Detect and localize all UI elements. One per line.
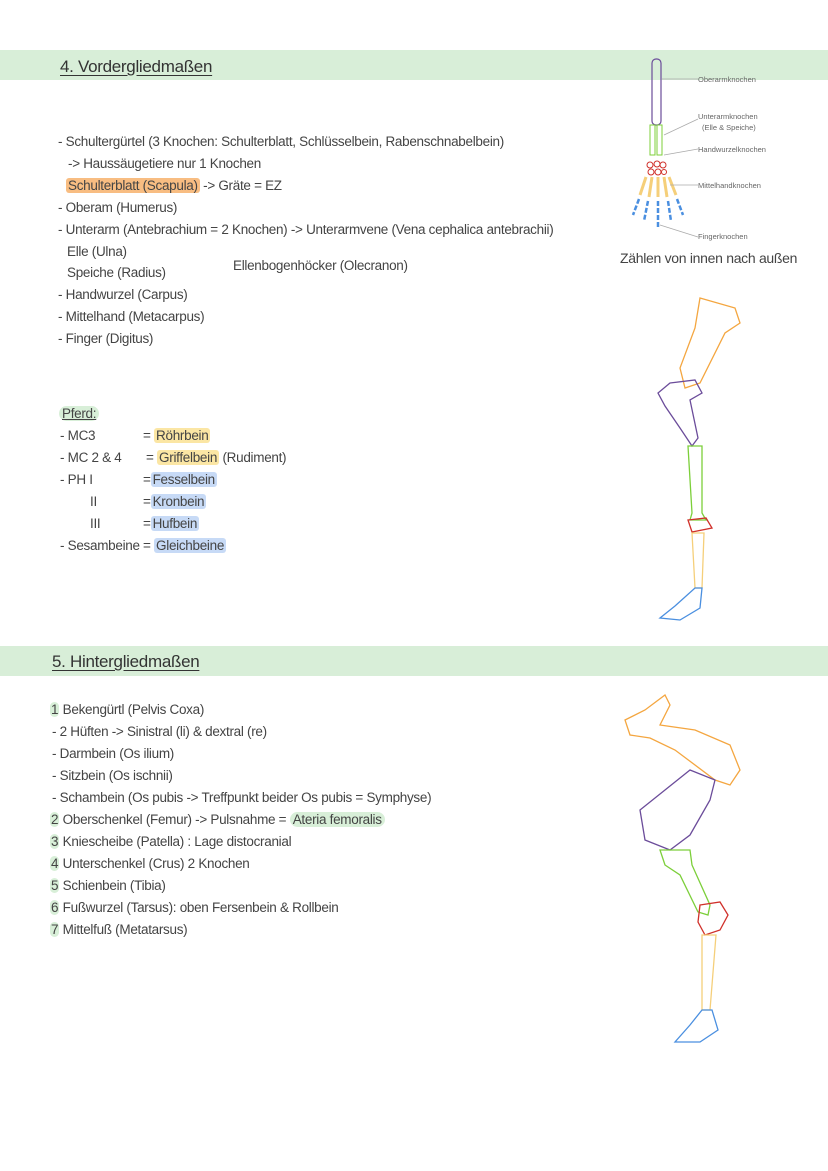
note-line: 6 Fußwurzel (Tarsus): oben Fersenbein & Rollbein [51, 900, 339, 915]
diagram-label: (Elle & Speiche) [702, 123, 756, 132]
note-line: - Handwurzel (Carpus) [58, 287, 188, 302]
diagram-caption: Zählen von innen nach außen [620, 250, 798, 266]
note-line: - Schambein (Os pubis -> Treffpunkt beider Os pubis = Symphyse) [52, 790, 432, 805]
note-line: - 2 Hüften -> Sinistral (li) & dextral (re) [52, 724, 267, 739]
note-line: - Mittelhand (Metacarpus) [58, 309, 205, 324]
note-line: - Darmbein (Os ilium) [52, 746, 174, 761]
horse-row-left: II [90, 494, 97, 509]
horse-row-right: = Fesselbein [143, 472, 215, 487]
section-title: 5. Hintergliedmaßen [52, 652, 200, 671]
horse-hindlimb-drawing [620, 690, 750, 1050]
horse-row-left: - Sesambeine [60, 538, 140, 553]
horse-row-right: = Griffelbein (Rudiment) [146, 450, 287, 465]
horse-row-left: III [90, 516, 101, 531]
note-line [66, 178, 282, 193]
horse-row-left: - MC3 [60, 428, 96, 443]
note-line: - Oberam (Humerus) [58, 200, 178, 215]
note-line: 1 Bekengürtl (Pelvis Coxa) [51, 702, 205, 717]
note-line: - Schultergürtel (3 Knochen: Schulterblatt, Schlüsselbein, Rabenschnabelbein) [58, 134, 504, 149]
horse-row-left: - PH I [60, 472, 93, 487]
highlight-scapula: Schulterblatt (Scapula) [68, 178, 198, 193]
note-line: 4 Unterschenkel (Crus) 2 Knochen [51, 856, 250, 871]
note-line: - Sitzbein (Os ischnii) [52, 768, 173, 783]
diagram-label: Handwurzelknochen [698, 145, 766, 154]
section-title: 4. Vordergliedmaßen [60, 57, 213, 76]
note-line: - Finger (Digitus) [58, 331, 154, 346]
diagram-label: Unterarmknochen [698, 112, 758, 121]
note-line: 2 Oberschenkel (Femur) -> Pulsnahme = Ateria femoralis [50, 812, 385, 827]
horse-row-right: = Gleichbeine [143, 538, 225, 553]
horse-forelimb-drawing [640, 288, 750, 628]
diagram-label: Fingerknochen [698, 232, 748, 241]
note-line: 5 Schienbein (Tibia) [51, 878, 166, 893]
note-line: Ellenbogenhöcker (Olecranon) [233, 258, 408, 273]
note-text: -> Gräte = EZ [203, 178, 282, 193]
horse-row-right: = Hufbein [143, 516, 198, 531]
diagram-label: Mittelhandknochen [698, 181, 761, 190]
horse-heading-text: Pferd: [59, 406, 99, 421]
note-line: Elle (Ulna) [67, 244, 127, 259]
note-line: - Unterarm (Antebrachium = 2 Knochen) -> Unterarmvene (Vena cephalica antebrachii) [58, 222, 554, 237]
forelimb-schematic [620, 55, 710, 245]
horse-row-right: = Kronbein [143, 494, 205, 509]
highlight-femoral-artery: Ateria femoralis [290, 812, 385, 827]
horse-row-right: = Röhrbein [143, 428, 209, 443]
note-line: Speiche (Radius) [67, 265, 166, 280]
note-line: -> Haussäugetiere nur 1 Knochen [68, 156, 261, 171]
diagram-label: Oberarmknochen [698, 75, 756, 84]
horse-heading [59, 406, 99, 421]
horse-row-left: - MC 2 & 4 [60, 450, 122, 465]
note-line: 3 Kniescheibe (Patella) : Lage distocranial [51, 834, 292, 849]
note-line: 7 Mittelfuß (Metatarsus) [51, 922, 188, 937]
